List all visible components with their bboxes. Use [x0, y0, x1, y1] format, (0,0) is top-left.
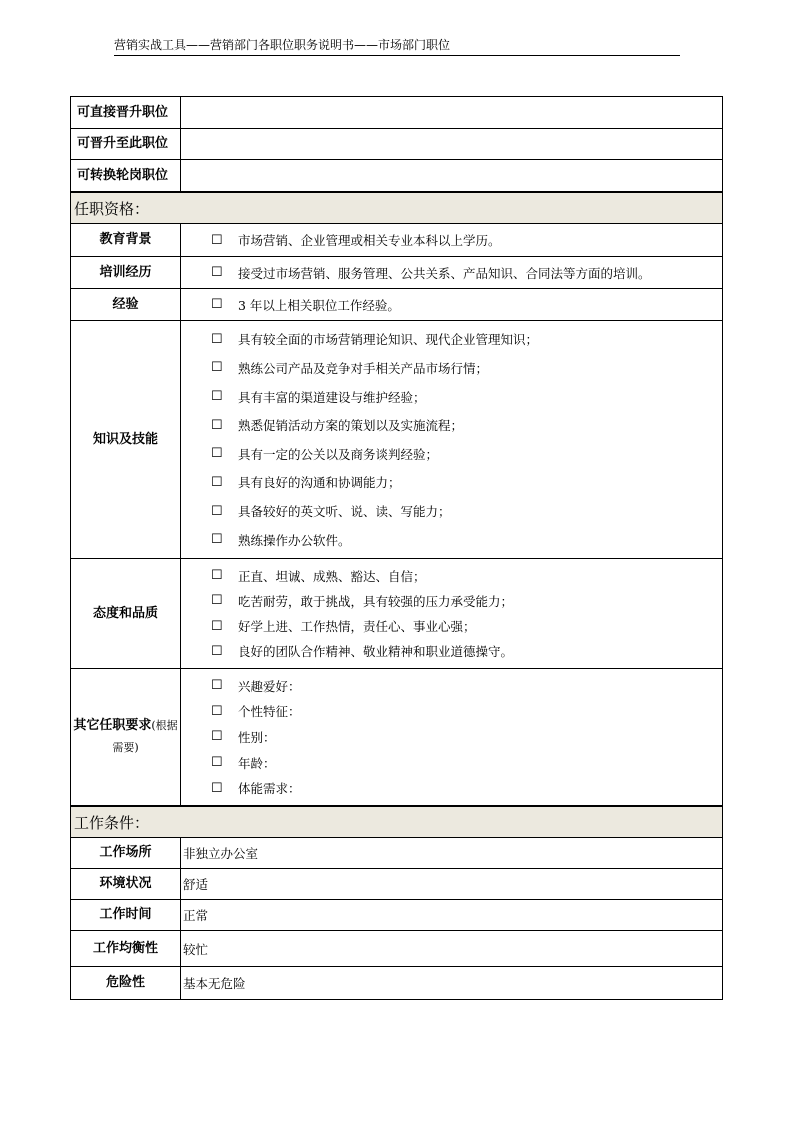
- row-label: 经验: [71, 289, 181, 320]
- list-item-text: 具有一定的公关以及商务谈判经验；: [238, 446, 439, 462]
- checkbox-icon: ☐: [211, 618, 223, 634]
- list-item: [181, 702, 722, 720]
- row-label: 可直接晋升职位: [71, 97, 181, 128]
- list: [181, 559, 722, 668]
- career-row: [71, 159, 722, 191]
- checkbox-icon: ☐: [211, 331, 223, 347]
- other-label: 其它任职要求: [73, 718, 152, 733]
- row-value: [181, 160, 722, 191]
- checkbox-icon: ☐: [211, 503, 223, 519]
- row-label: 可晋升至此职位: [71, 129, 181, 159]
- row-value: [181, 129, 722, 159]
- list-item-text: 年龄：: [238, 755, 276, 771]
- section-qualifications: 任职资格：: [71, 191, 722, 223]
- list-item: [181, 728, 722, 746]
- checkbox-icon: ☐: [211, 532, 223, 548]
- skills-row: [71, 320, 722, 558]
- row-value: 正常: [183, 908, 209, 923]
- job-description-table: [70, 96, 723, 1000]
- list-item: [181, 264, 722, 282]
- checkbox-icon: ☐: [211, 678, 223, 694]
- list-item-text: 个性特征：: [238, 704, 301, 720]
- list-item: [181, 359, 722, 377]
- list-item: [181, 330, 722, 348]
- row-label: 可转换轮岗职位: [71, 160, 181, 191]
- list-item-text: 好学上进、工作热情，责任心、事业心强；: [238, 619, 476, 635]
- list-item-text: 具有较全面的市场营销理论知识、现代企业管理知识；: [238, 332, 539, 348]
- checkbox-icon: ☐: [211, 703, 223, 719]
- list-item: [181, 296, 722, 314]
- list-item: [181, 231, 722, 249]
- checkbox-icon: ☐: [211, 568, 223, 584]
- list-item-text: 具备较好的英文听、说、读、写能力；: [238, 504, 451, 520]
- list-item: [181, 567, 722, 585]
- page-header: 营销实战工具——营销部门各职位职务说明书——市场部门职位: [114, 38, 680, 56]
- attitude-row: [71, 558, 722, 668]
- checkbox-icon: ☐: [211, 265, 223, 280]
- list: [181, 669, 722, 805]
- training-row: [71, 256, 722, 288]
- checkbox-icon: ☐: [211, 389, 223, 405]
- edu-row: [71, 223, 722, 256]
- row-label: 工作场所: [71, 838, 181, 868]
- section-conditions: 工作条件：: [71, 805, 722, 837]
- checkbox-icon: ☐: [211, 297, 223, 312]
- row-value: 非独立办公室: [183, 846, 259, 861]
- list-item: [181, 592, 722, 610]
- checkbox-icon: ☐: [211, 593, 223, 609]
- experience-row: [71, 288, 722, 320]
- list-item: [181, 754, 722, 772]
- row-value: 舒适: [183, 877, 209, 892]
- row-label: 环境状况: [71, 869, 181, 899]
- list-item-text: 体能需求：: [238, 781, 301, 797]
- row-label: 工作时间: [71, 900, 181, 930]
- list: [181, 289, 722, 320]
- list-item-text: 具有丰富的渠道建设与维护经验；: [238, 389, 426, 405]
- list-item-text: 具有良好的沟通和协调能力；: [238, 475, 401, 491]
- checkbox-icon: ☐: [211, 780, 223, 796]
- list-item-text: 3 年以上相关职位工作经验。: [238, 297, 400, 313]
- condition-row: [71, 899, 722, 930]
- list: [181, 321, 722, 558]
- list-item-text: 接受过市场营销、服务管理、公共关系、产品知识、合同法等方面的培训。: [238, 265, 651, 281]
- list-item: [181, 642, 722, 660]
- condition-row: [71, 837, 722, 868]
- list-item-text: 熟练操作办公软件。: [238, 532, 351, 548]
- row-label: 培训经历: [71, 257, 181, 288]
- condition-row: [71, 966, 722, 999]
- list-item: [181, 779, 722, 797]
- row-label: 危险性: [71, 967, 181, 999]
- row-label: 教育背景: [71, 224, 181, 256]
- list-item: [181, 677, 722, 695]
- list-item: [181, 445, 722, 463]
- list-item-text: 熟悉促销活动方案的策划以及实施流程；: [238, 418, 464, 434]
- row-label: 知识及技能: [71, 321, 181, 558]
- checkbox-icon: ☐: [211, 232, 223, 248]
- row-label: 态度和品质: [71, 559, 181, 668]
- condition-row: [71, 930, 722, 966]
- other-row: [71, 668, 722, 805]
- row-value: 基本无危险: [183, 976, 246, 991]
- list-item: [181, 416, 722, 434]
- list-item: [181, 617, 722, 635]
- checkbox-icon: ☐: [211, 446, 223, 462]
- other-label-note: (根据需要): [112, 719, 178, 754]
- row-label: 工作均衡性: [71, 931, 181, 966]
- checkbox-icon: ☐: [211, 755, 223, 771]
- list-item: [181, 502, 722, 520]
- list-item-text: 市场营销、企业管理或相关专业本科以上学历。: [238, 233, 501, 248]
- row-value: 较忙: [183, 941, 209, 957]
- list-item-text: 良好的团队合作精神、敬业精神和职业道德操守。: [238, 644, 514, 660]
- list-item: [181, 531, 722, 549]
- list-item-text: 性别：: [238, 729, 276, 745]
- list-item-text: 正直、坦诚、成熟、豁达、自信；: [238, 568, 426, 584]
- list: [181, 257, 722, 288]
- list: [181, 224, 722, 256]
- career-row: [71, 128, 722, 159]
- list-item-text: 兴趣爱好：: [238, 678, 301, 694]
- row-value: [181, 97, 722, 128]
- list-item: [181, 388, 722, 406]
- career-row: [71, 97, 722, 128]
- checkbox-icon: ☐: [211, 643, 223, 659]
- checkbox-icon: ☐: [211, 729, 223, 745]
- list-item-text: 熟练公司产品及竞争对手相关产品市场行情；: [238, 360, 489, 376]
- list-item: [181, 473, 722, 491]
- checkbox-icon: ☐: [211, 474, 223, 490]
- list-item-text: 吃苦耐劳，敢于挑战，具有较强的压力承受能力；: [238, 593, 514, 609]
- condition-row: [71, 868, 722, 899]
- row-label: [71, 669, 181, 805]
- checkbox-icon: ☐: [211, 360, 223, 376]
- checkbox-icon: ☐: [211, 417, 223, 433]
